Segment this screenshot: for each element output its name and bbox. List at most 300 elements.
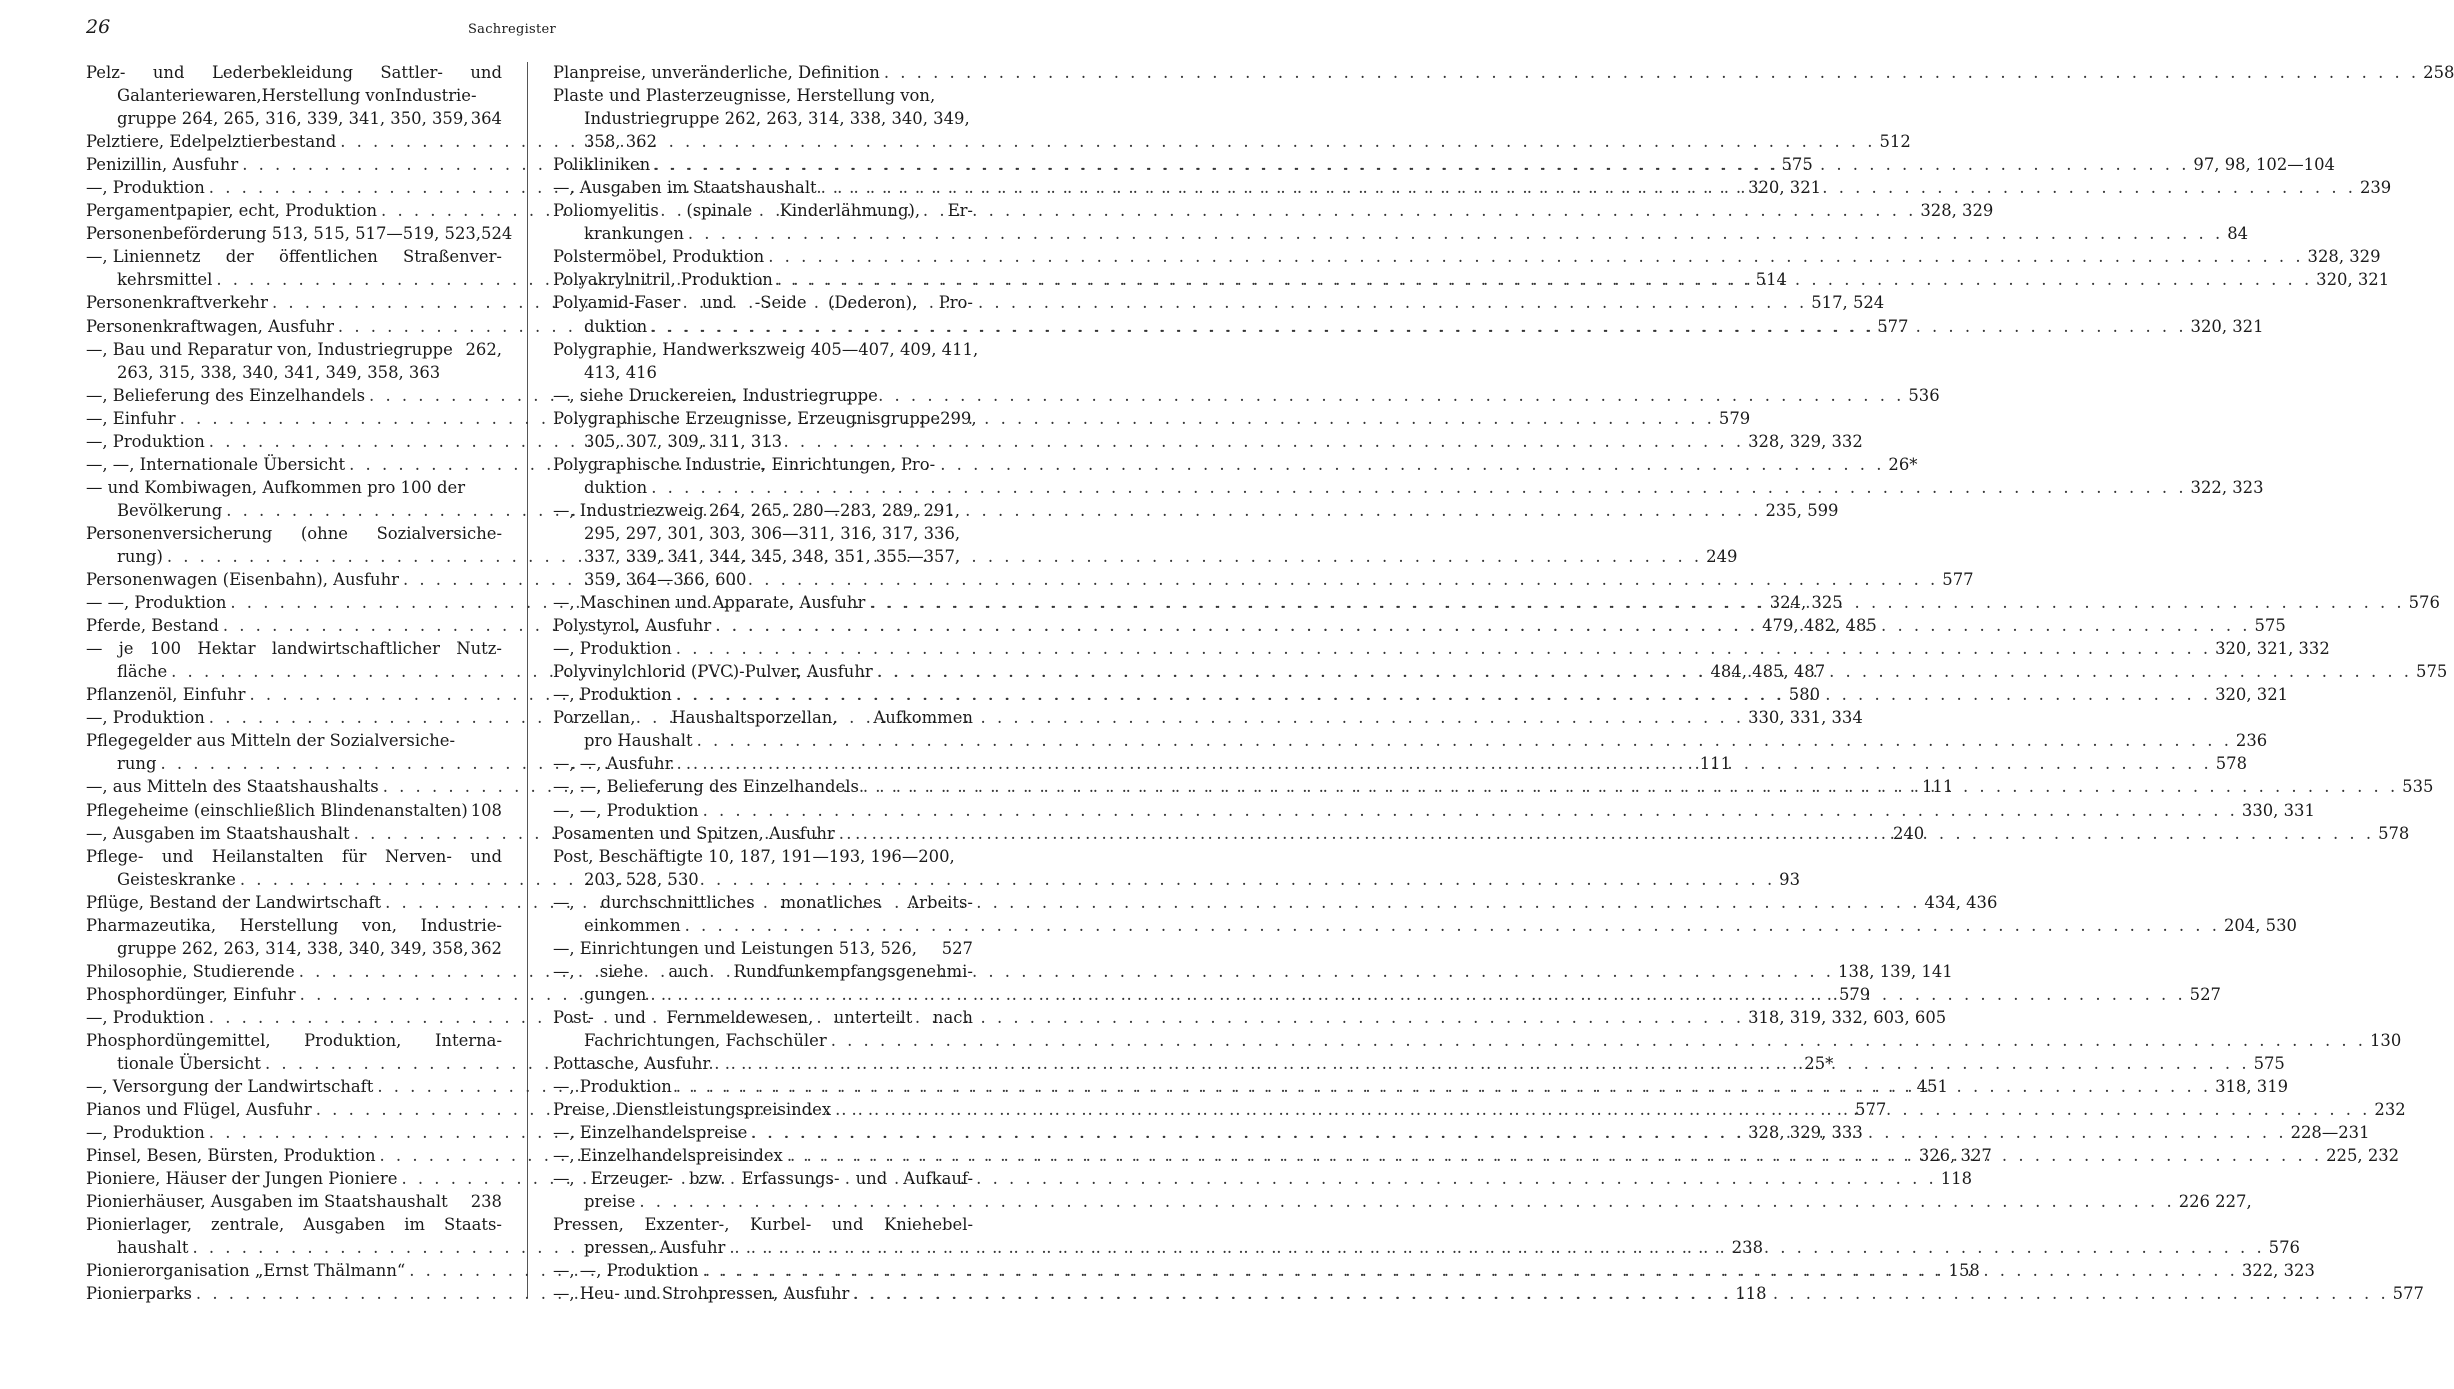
index-entry-text: —, Produktion xyxy=(86,431,205,451)
page-reference: 580 xyxy=(1788,685,1821,705)
page-number: 26 xyxy=(86,16,111,38)
index-entry-word: der xyxy=(225,247,254,267)
index-entry-text: —, Ausgaben im Staatshaushalt xyxy=(86,823,350,843)
index-entry-text: Posamenten und Spitzen, Ausfuhr xyxy=(553,823,835,843)
index-entry-text: Polyvinylchlorid (PVC)-Pulver, Ausfuhr xyxy=(553,662,873,682)
page-reference: 249 xyxy=(1706,546,1738,566)
page-reference: 240 xyxy=(1892,823,1925,843)
index-entry-text: 359, 364—366, 600 xyxy=(584,570,747,590)
page-reference: 130 xyxy=(2370,1030,2402,1050)
page-reference: 235, 599 xyxy=(1765,500,1839,520)
index-entry-text: krankungen xyxy=(584,224,684,244)
index-entry-word: Kinderlähmung), xyxy=(779,201,921,221)
index-entry-text: Pferde, Bestand xyxy=(86,616,219,636)
index-entry-text: Phosphordünger, Einfuhr xyxy=(86,984,296,1004)
dot-leader xyxy=(240,868,1775,891)
index-entry-text: Personenkraftverkehr xyxy=(86,293,268,313)
index-entry-continuation xyxy=(553,1029,2402,1052)
index-entry-word: im xyxy=(404,1215,425,1235)
page-reference: 225, 232 xyxy=(2326,1146,2400,1166)
index-entry-line xyxy=(86,1029,502,1052)
index-entry-text: —, Einzelhandelspreise xyxy=(553,1123,748,1143)
page-reference: 577 xyxy=(1942,570,1974,590)
page-reference: 322, 323 xyxy=(2241,1261,2315,1281)
page-reference: 239 xyxy=(2359,178,2392,198)
page-reference: 577 xyxy=(1877,316,1909,336)
page-reference: 527 xyxy=(941,938,973,958)
index-entry-word: Heilanstalten xyxy=(211,846,324,866)
page-reference: 318, 319, 332, 603, 605 xyxy=(1748,1007,1947,1027)
page-reference: 579 xyxy=(1718,408,1751,428)
index-entry-word: und xyxy=(470,846,502,866)
index-entry-text: —, Heu- und Strohpressen, Ausfuhr xyxy=(553,1284,850,1304)
index-entry-text: pro Haushalt xyxy=(584,731,693,751)
index-entry-text: Pergamentpapier, echt, Produktion xyxy=(86,201,378,221)
page-reference: 484, 485, 487 xyxy=(1710,662,1826,682)
index-entry-text: Galanteriewaren,Herstellung vonIndustrie- xyxy=(117,86,477,106)
page-reference: 320, 321, 332 xyxy=(2215,639,2330,659)
dot-leader xyxy=(654,153,2189,176)
page-reference: 320, 321 xyxy=(2190,316,2264,336)
index-entry-word: und xyxy=(855,1169,888,1189)
index-entry-continuation xyxy=(553,522,973,545)
page-reference: 238 xyxy=(470,1192,502,1212)
index-entry-line xyxy=(86,338,502,361)
dot-leader xyxy=(688,222,2223,245)
index-entry-text: Polygraphische Erzeugnisse, Erzeugnisgruppe xyxy=(553,408,941,428)
index-entry-text: —, —, Internationale Übersicht xyxy=(86,454,346,474)
page-reference: 26* xyxy=(1888,454,1918,474)
dot-leader xyxy=(703,1259,2238,1282)
index-entry-word: und xyxy=(152,63,185,82)
index-entry-line xyxy=(86,476,502,499)
index-entry-word: nach xyxy=(932,1007,973,1027)
index-entry-text: rung xyxy=(117,754,157,774)
dot-leader xyxy=(835,1098,2370,1121)
page-reference: 576 xyxy=(2268,1238,2300,1258)
page-reference: 118 xyxy=(1940,1169,1973,1189)
page-reference: 111 xyxy=(1699,754,1732,774)
index-entry-word: Staats- xyxy=(444,1215,502,1235)
dot-leader xyxy=(751,1121,2286,1144)
index-entry-word: 100 xyxy=(149,639,182,659)
index-entry-word: Pflege- xyxy=(86,846,144,866)
index-entry-text: Pianos und Flügel, Ausfuhr xyxy=(86,1100,312,1120)
index-entry-text: Personenwagen (Eisenbahn), Ausfuhr xyxy=(86,570,399,590)
index-entry-word: Er- xyxy=(947,201,973,221)
index-entry-text: Post, Beschäftigte 10, 187, 191—193, 196—200, xyxy=(553,846,955,866)
page-reference: 362 xyxy=(470,938,502,958)
index-entry-text: —, aus Mitteln des Staatshaushalts xyxy=(86,777,379,797)
index-entry-text: fläche xyxy=(117,662,168,682)
index-entry-word: Polyamid-Faser xyxy=(553,293,681,313)
index-entry-text: —, Industriezweig 264, 265, 280—283, 289, 291, xyxy=(553,500,960,520)
index-entry-word: und xyxy=(614,1007,646,1027)
page-reference: 238 xyxy=(1731,1238,1764,1258)
page-reference: 479, 482, 485 xyxy=(1762,616,1877,636)
index-entry-word: zentrale, xyxy=(210,1215,285,1235)
page-reference: 262, xyxy=(465,339,502,359)
index-entry-continuation xyxy=(553,1190,2252,1213)
dot-leader xyxy=(863,775,2398,798)
index-entry-continuation xyxy=(553,476,2264,499)
index-entry-text: pressen, Ausfuhr xyxy=(584,1238,726,1258)
index-entry-word: Nerven- xyxy=(384,846,452,866)
page-reference: 517, 524 xyxy=(1811,293,1885,313)
page-reference: 578 xyxy=(2215,754,2248,774)
index-entry-word: Poliomyelitis xyxy=(553,201,659,221)
index-entry-line xyxy=(553,960,973,983)
page-reference: 575 xyxy=(2254,616,2286,636)
index-entry-text: Pinsel, Besen, Bürsten, Produktion xyxy=(86,1146,376,1166)
index-entry-word: — xyxy=(86,639,103,659)
index-entry-text: kehrsmittel xyxy=(117,270,213,290)
index-entry-text: 203, 528, 530 xyxy=(584,869,699,889)
index-entry-text: gruppe 264, 265, 316, 339, 341, 350, 359, xyxy=(117,109,469,129)
index-entry-text: Penizillin, Ausfuhr xyxy=(86,155,239,175)
page-reference: 535 xyxy=(2402,777,2434,797)
index-entry-word: und xyxy=(470,63,502,82)
index-entry-text: —, —, Belieferung des Einzelhandels xyxy=(553,777,859,797)
index-entry-text: duktion xyxy=(584,477,648,497)
index-entry-continuation xyxy=(553,430,973,453)
index-entry-word: Sozialversiche- xyxy=(376,523,502,543)
index-entry-word: Ausgaben xyxy=(303,1215,386,1235)
dot-leader xyxy=(839,822,2374,845)
page-reference: 364 xyxy=(470,109,502,129)
index-entry-text: — und Kombiwagen, Aufkommen pro 100 der xyxy=(86,477,466,497)
page-reference: 579 xyxy=(1838,984,1871,1004)
page-reference: 527 xyxy=(2189,984,2221,1004)
dot-leader xyxy=(226,499,1761,522)
index-entry-line xyxy=(553,1213,973,1236)
page-reference: 576 xyxy=(2408,593,2440,613)
index-entry-continuation xyxy=(553,729,2268,752)
index-entry-word: für xyxy=(342,846,367,866)
dot-leader xyxy=(853,1282,2388,1305)
page-reference: 524 xyxy=(481,224,513,244)
index-entry-continuation xyxy=(553,130,973,153)
page-reference: 318, 319 xyxy=(2215,1077,2289,1097)
index-entry-continuation xyxy=(86,361,502,384)
index-entry-word: Nutz- xyxy=(456,639,502,659)
index-entry-word: Post- xyxy=(553,1007,594,1027)
page-reference: 434, 436 xyxy=(1924,892,1998,912)
index-entry-text: 337, 339, 341, 344, 345, 348, 351, 355—357, xyxy=(584,546,961,566)
page-reference: 536 xyxy=(1908,385,1940,405)
index-entry-text: rung) xyxy=(117,546,163,566)
page-reference: 328, 329 xyxy=(2307,247,2381,267)
page-reference: 204, 530 xyxy=(2223,915,2297,935)
index-entry-continuation xyxy=(553,107,973,130)
index-entry-text: Pelztiere, Edelpelztierbestand xyxy=(86,132,337,152)
index-entry-word: unterteilt xyxy=(833,1007,913,1027)
index-entry-line xyxy=(553,706,973,729)
index-entry-continuation xyxy=(553,568,973,591)
dot-leader xyxy=(651,315,2186,338)
index-entry-word: von, xyxy=(362,915,397,935)
index-entry-text: Bevölkerung xyxy=(117,500,223,520)
page-reference: 451 xyxy=(1916,1077,1948,1097)
index-entry-text: 413, 416 xyxy=(584,362,657,382)
index-entry-text: Industriegruppe 262, 263, 314, 338, 340, 349, xyxy=(584,109,970,129)
index-entry-text: Planpreise, unveränderliche, Definition xyxy=(553,63,880,82)
index-entry-continuation xyxy=(553,361,973,384)
index-entry-text: gungen xyxy=(584,984,647,1004)
index-entry-text: Polystyrol, Ausfuhr xyxy=(553,616,712,636)
dot-leader xyxy=(729,1236,2264,1259)
index-entry-text: —, Produktion xyxy=(86,1007,205,1027)
index-entry-text: —, —, Produktion xyxy=(553,800,699,820)
index-entry-word: Haushaltsporzellan, xyxy=(671,708,838,728)
page-reference: 328, 329 xyxy=(1920,201,1994,221)
index-entry-text: —, Einfuhr xyxy=(86,408,176,428)
index-entry-word: Straßenver- xyxy=(403,247,502,267)
index-entry-text: Pflüge, Bestand der Landwirtschaft xyxy=(86,892,382,912)
index-entry-word: Hektar xyxy=(197,639,256,659)
index-entry-text: —, Ausgaben im Staatshaushalt xyxy=(553,178,817,198)
index-entry-word: monatliches xyxy=(780,892,882,912)
index-entry-text: Preise, Dienstleistungspreisindex xyxy=(553,1100,832,1120)
index-entry-word: bzw. xyxy=(689,1169,726,1189)
page-reference: 232 xyxy=(2374,1100,2406,1120)
index-entry-word: auch xyxy=(668,961,709,981)
index-entry-word: Erfassungs- xyxy=(741,1169,840,1189)
index-entry-line xyxy=(553,61,2454,84)
index-entry-word: Pionierlager, xyxy=(86,1215,192,1235)
index-entry-line xyxy=(553,637,2330,660)
index-entry-text: Fachrichtungen, Fachschüler xyxy=(584,1030,827,1050)
index-entry-text: —, Maschinen und Apparate, Ausfuhr xyxy=(553,593,866,613)
page-reference: 228—231 xyxy=(2290,1123,2370,1143)
index-entry-text: —, Bau und Reparatur von, Industriegruppe xyxy=(86,339,453,359)
page-reference: 577 xyxy=(1855,1100,1887,1120)
page-reference: 330, 331 xyxy=(2241,800,2315,820)
page-reference: 93 xyxy=(1779,869,1801,889)
index-entry-text: —, Produktion xyxy=(86,178,205,198)
dot-leader xyxy=(685,914,2220,937)
page-reference: 299, xyxy=(940,408,977,428)
index-entry-line xyxy=(553,1167,973,1190)
index-entry-text: Pflegeheime (einschließlich Blindenanstalten) xyxy=(86,800,468,820)
index-entry-word: Kniehebel- xyxy=(884,1215,973,1235)
index-entry-text: —, —, Ausfuhr xyxy=(553,754,673,774)
index-entry-continuation xyxy=(553,545,973,568)
index-entry-text: —, siehe Druckereien, Industriegruppe xyxy=(553,385,878,405)
dot-leader xyxy=(777,268,2312,291)
page-reference: 25* xyxy=(1804,1054,1834,1074)
page-reference: 512 xyxy=(1879,132,1911,152)
index-entry-text: Pioniere, Häuser der Jungen Pioniere xyxy=(86,1169,398,1189)
index-entry-text: —, Einrichtungen und Leistungen 513, 526, xyxy=(553,938,917,958)
page-reference: 577 xyxy=(2392,1284,2424,1304)
index-entry-text: —, Einzelhandelspreisindex xyxy=(553,1146,783,1166)
index-entry-word: landwirtschaftlicher xyxy=(271,639,440,659)
page-reference: 158 xyxy=(1948,1261,1980,1281)
index-entry-text: Polygraphie, Handwerkszweig 405—407, 409, 411, xyxy=(553,339,979,359)
index-entry-line xyxy=(86,637,502,660)
index-entry-word: Phosphordüngemittel, xyxy=(86,1030,271,1050)
index-entry-word: Fernmeldewesen, xyxy=(666,1007,814,1027)
index-entry-text: Polygraphische Industrie, Einrichtungen, Pro- xyxy=(553,454,936,474)
index-entry-text: Pionierorganisation „Ernst Thälmann“ xyxy=(86,1261,406,1281)
index-entry-word: öffentlichen xyxy=(278,247,378,267)
dot-leader xyxy=(209,706,1744,729)
index-entry-text: Personenkraftwagen, Ausfuhr xyxy=(86,316,334,336)
index-entry-word: Interna- xyxy=(434,1030,502,1050)
index-entry-line xyxy=(553,845,973,868)
index-entry-word: Pelz- xyxy=(86,63,126,82)
index-entry-text: 358, 362 xyxy=(584,132,657,152)
index-entry-text: —, —, Produktion xyxy=(553,1261,699,1281)
index-entry-word: Rundfunkempfangsgenehmi- xyxy=(733,961,973,981)
index-entry-word: (Dederon), xyxy=(828,293,918,313)
page-reference: 575 xyxy=(2253,1054,2285,1074)
page-reference: 575 xyxy=(1781,155,1813,175)
page-reference: 324, 325 xyxy=(1769,593,1843,613)
page-reference: 330, 331, 334 xyxy=(1748,708,1863,728)
page-reference: 97, 98, 102—104 xyxy=(2193,155,2335,175)
index-entry-line xyxy=(553,799,2315,822)
index-entry-line xyxy=(86,1213,502,1236)
page-reference: 84 xyxy=(2227,224,2249,244)
dot-leader xyxy=(869,591,2404,614)
index-entry-continuation xyxy=(86,937,502,960)
index-entry-text: 263, 315, 338, 340, 341, 349, 358, 363 xyxy=(117,362,441,382)
index-entry-word: Kurbel- xyxy=(750,1215,812,1235)
index-entry-line xyxy=(553,499,973,522)
index-entry-text: Philosophie, Studierende xyxy=(86,961,295,981)
index-entry-text: 295, 297, 301, 303, 306—311, 316, 317, 336, xyxy=(584,523,961,543)
index-entry-line xyxy=(553,937,973,960)
index-entry-continuation xyxy=(553,868,973,891)
index-entry-word: Sattler- xyxy=(380,63,443,82)
dot-leader xyxy=(715,614,2250,637)
index-entry-word: Lederbekleidung xyxy=(211,63,353,82)
index-entry-continuation xyxy=(86,84,502,107)
index-entry-text: haushalt xyxy=(117,1238,189,1258)
index-entry-line xyxy=(553,338,979,361)
dot-leader xyxy=(299,960,1834,983)
index-entry-word: (ohne xyxy=(300,523,348,543)
index-entry-text: Polikliniken xyxy=(553,155,651,175)
dot-leader xyxy=(703,799,2238,822)
index-entry-line xyxy=(86,729,502,752)
index-entry-text: — —, Produktion xyxy=(86,593,227,613)
page-reference: 328, 329, 333 xyxy=(1748,1123,1863,1143)
index-entry-text: Polyakrylnitril, Produktion xyxy=(553,270,773,290)
index-entry-line xyxy=(553,453,973,476)
index-entry-line xyxy=(553,291,973,314)
page-reference: 326, 327 xyxy=(1918,1146,1992,1166)
index-entry-line xyxy=(86,1190,502,1213)
dot-leader xyxy=(831,1029,2366,1052)
index-entry-word: -Seide xyxy=(754,293,807,313)
page-reference: 578 xyxy=(2378,823,2410,843)
dot-leader xyxy=(676,637,2211,660)
index-entry-text: 305, 307, 309, 311, 313 xyxy=(584,431,783,451)
index-entry-line xyxy=(553,84,973,107)
running-head: Sachregister xyxy=(467,22,557,37)
index-entry-word: und xyxy=(701,293,734,313)
index-entry-text: —, Produktion xyxy=(553,685,672,705)
dot-leader xyxy=(676,683,2211,706)
index-entry-word: je xyxy=(118,639,134,659)
index-entry-text: —, Belieferung des Einzelhandels xyxy=(86,385,366,405)
page-reference: 320, 321 xyxy=(2215,685,2289,705)
index-entry-text: —, Produktion xyxy=(86,708,205,728)
index-entry-word: —, xyxy=(553,1169,575,1189)
dot-leader xyxy=(651,476,2186,499)
index-entry-word: (spinale xyxy=(686,201,753,221)
index-entry-word: siehe xyxy=(599,961,644,981)
index-entry-word: Produktion, xyxy=(304,1030,402,1050)
index-entry-word: Industrie- xyxy=(420,915,502,935)
dot-leader xyxy=(697,729,2232,752)
dot-leader xyxy=(821,176,2356,199)
index-entry-text: duktion xyxy=(584,316,648,336)
dot-leader xyxy=(787,1144,2322,1167)
index-entry-line xyxy=(86,61,502,84)
index-entry-word: Pressen, xyxy=(553,1215,624,1235)
dot-leader xyxy=(768,245,2303,268)
page-reference: 138, 139, 141 xyxy=(1838,961,1953,981)
index-entry-line xyxy=(553,1006,973,1029)
index-entry-line xyxy=(86,914,502,937)
index-entry-text: Plaste und Plasterzeugnisse, Herstellung von, xyxy=(553,86,936,106)
index-entry-continuation xyxy=(86,107,502,130)
index-entry-line xyxy=(86,845,502,868)
index-entry-text: Pionierhäuser, Ausgaben im Staatshaushalt xyxy=(86,1192,448,1212)
index-entry-line xyxy=(553,245,2381,268)
dot-leader xyxy=(884,61,2419,84)
dot-leader xyxy=(209,1006,1744,1029)
index-entry-line xyxy=(553,384,973,407)
index-entry-word: Herstellung xyxy=(239,915,339,935)
index-entry-line xyxy=(553,891,973,914)
index-entry-text: Polstermöbel, Produktion xyxy=(553,247,765,267)
index-entry-continuation xyxy=(553,222,2249,245)
index-entry-word: —, Liniennetz xyxy=(86,247,201,267)
page-reference: 226 227, xyxy=(2178,1192,2252,1212)
index-entry-word: Personenversicherung xyxy=(86,523,273,543)
page-reference: 108 xyxy=(470,800,502,820)
index-entry-text: Personenbeförderung 513, 515, 517—519, 523, xyxy=(86,224,482,244)
page-reference: 118 xyxy=(1735,1284,1767,1304)
index-entry-word: durchschnittliches xyxy=(600,892,755,912)
index-entry-word: Erzeuger- xyxy=(590,1169,673,1189)
index-entry-word: Porzellan, xyxy=(553,708,636,728)
index-entry-line xyxy=(86,522,502,545)
index-entry-text: Pflanzenöl, Einfuhr xyxy=(86,685,246,705)
page-reference: 258 xyxy=(2423,63,2454,82)
page-reference: 111 xyxy=(1922,777,1954,797)
index-entry-word: Pharmazeutika, xyxy=(86,915,217,935)
dot-leader xyxy=(676,1075,2211,1098)
index-entry-line xyxy=(86,799,502,822)
index-entry-text: Pflegegelder aus Mitteln der Sozialversiche- xyxy=(86,731,456,751)
index-entry-word: und xyxy=(831,1215,864,1235)
index-entry-text: —, Versorgung der Landwirtschaft xyxy=(86,1077,374,1097)
dot-leader xyxy=(272,291,1807,314)
page-reference: 328, 329, 332 xyxy=(1748,431,1863,451)
index-entry-text: Geisteskranke xyxy=(117,869,236,889)
dot-leader xyxy=(650,983,2185,1006)
dot-leader xyxy=(676,752,2211,775)
page-reference: 322, 323 xyxy=(2190,477,2264,497)
index-entry-word: —, xyxy=(553,961,575,981)
index-entry-text: —, Produktion xyxy=(553,639,672,659)
